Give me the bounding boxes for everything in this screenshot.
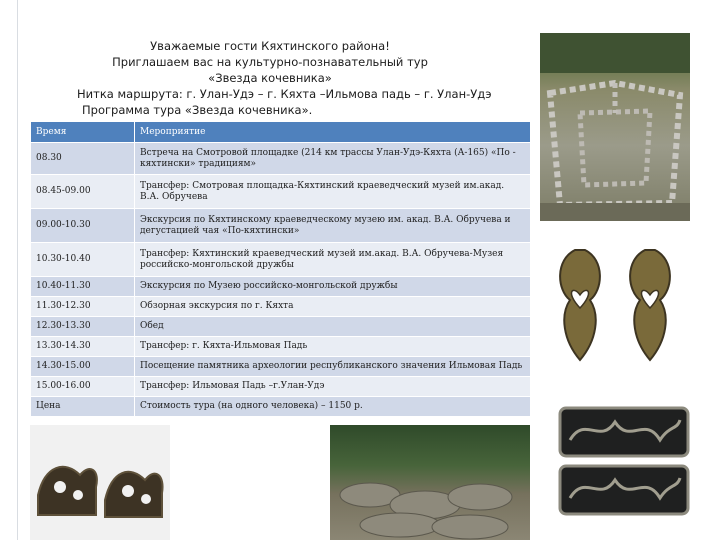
time-cell: 13.30-14.30 [31,337,135,357]
openwork-plaques-image [555,400,695,520]
time-cell: 10.40-11.30 [31,277,135,297]
event-cell: Обзорная экскурсия по г. Кяхта [135,297,531,317]
table-row [31,243,531,277]
route-line: Нитка маршрута: г. Улан-Удэ – г. Кяхта –Ильмова падь – г. Улан-Удэ [77,87,492,101]
time-cell: 08.30 [31,143,135,175]
burial-site-photo [540,33,690,221]
bronze-animal-plaques-image [30,425,170,540]
table-row [31,297,531,317]
table-row [31,377,531,397]
event-cell: Обед [135,317,531,337]
table-row [31,277,531,297]
program-title: Программа тура «Звезда кочевника». [82,103,313,117]
tour-schedule-table [30,121,531,417]
greeting-line: Уважаемые гости Кяхтинского района! [150,39,390,53]
time-cell: 12.30-13.30 [31,317,135,337]
table-row [31,175,531,209]
bronze-buckles-image [545,240,695,375]
left-divider-line [17,0,18,540]
invitation-line: Приглашаем вас на культурно-познавательный тур [112,55,428,69]
event-cell: Встреча на Смотровой площадке (214 км трассы Улан-Удэ-Кяхта (А-165) «По - кяхтински» традициям» [135,143,531,175]
table-header-row [31,122,531,143]
tour-header [20,38,520,118]
stones-illustration [330,425,530,540]
time-cell: 15.00-16.00 [31,377,135,397]
event-cell: Экскурсия по Кяхтинскому краеведческому музею им. акад. В.А. Обручева и дегустацией чая «По-кяхтински» [135,209,531,243]
time-column-header: Время [31,122,135,143]
table-row [31,143,531,175]
animal-plaques-illustration [30,425,170,540]
event-cell: Трансфер: г. Кяхта-Ильмовая Падь [135,337,531,357]
table-row [31,317,531,337]
table-row [31,209,531,243]
stone-circle-illustration [540,33,690,221]
stone-pile-photo [330,425,530,540]
time-cell: 11.30-12.30 [31,297,135,317]
buckles-illustration [545,240,695,375]
time-cell: 09.00-10.30 [31,209,135,243]
event-cell: Трансфер: Кяхтинский краеведческий музей им.акад. В.А. Обручева-Музея российско-монгольской дружбы [135,243,531,277]
event-cell: Трансфер: Ильмовая Падь –г.Улан-Удэ [135,377,531,397]
event-cell: Посещение памятника археологии республиканского значения Ильмовая Падь [135,357,531,377]
table-row [31,357,531,377]
plaques-illustration [555,400,695,520]
event-column-header: Мероприятие [135,122,531,143]
event-cell: Трансфер: Смотровая площадка-Кяхтинский краеведческий музей им.акад. В.А. Обручева [135,175,531,209]
event-cell: Стоимость тура (на одного человека) – 1150 р. [135,397,531,417]
table-row [31,337,531,357]
time-cell: 10.30-10.40 [31,243,135,277]
time-cell: 08.45-09.00 [31,175,135,209]
time-cell: Цена [31,397,135,417]
tour-name-line: «Звезда кочевника» [208,71,332,85]
table-row [31,397,531,417]
event-cell: Экскурсия по Музею российско-монгольской дружбы [135,277,531,297]
time-cell: 14.30-15.00 [31,357,135,377]
